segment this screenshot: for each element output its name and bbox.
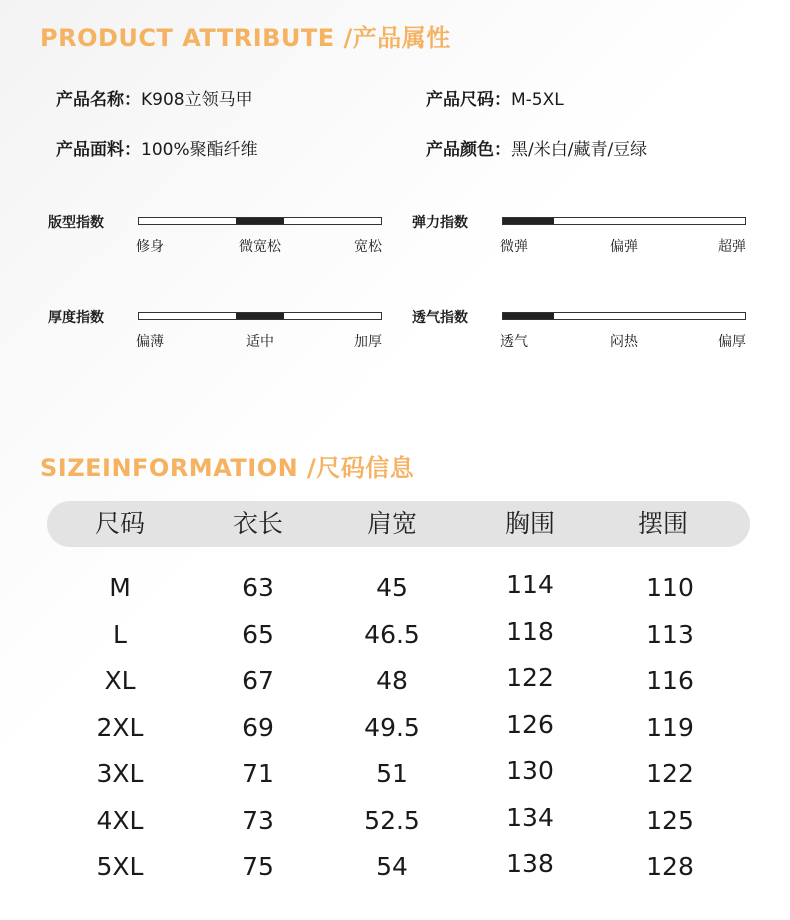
elasticity-index xyxy=(412,212,752,272)
breathability-index xyxy=(412,307,752,367)
table-cell: 45 xyxy=(376,573,408,602)
header-length: 衣长 xyxy=(232,509,284,538)
breathability-tick: 闷热 xyxy=(610,334,638,350)
breathability-tick: 偏厚 xyxy=(718,334,746,350)
table-cell: 49.5 xyxy=(364,712,420,742)
thickness-tick: 加厚 xyxy=(354,334,382,350)
table-cell: 113 xyxy=(646,619,694,649)
table-cell: XL xyxy=(104,666,136,695)
breathability-index-bar xyxy=(502,312,746,320)
attribute-section-title: PRODUCT ATTRIBUTE /产品属性 xyxy=(40,24,451,52)
elasticity-tick: 微弹 xyxy=(500,239,528,255)
fit-tick: 修身 xyxy=(136,239,164,255)
attr-product-fabric-value: 100%聚酯纤维 xyxy=(141,140,258,160)
thickness-index-label: 厚度指数 xyxy=(48,310,104,326)
attr-product-name-value: K908立领马甲 xyxy=(141,90,253,110)
table-cell: 5XL xyxy=(96,852,144,881)
table-cell: 110 xyxy=(646,573,694,602)
fit-tick: 宽松 xyxy=(354,239,382,255)
size-table-header xyxy=(47,501,750,547)
elasticity-tick: 超弹 xyxy=(718,239,746,255)
table-cell: 51 xyxy=(376,759,408,788)
table-cell: 114 xyxy=(506,570,554,599)
header-hem: 摆围 xyxy=(637,509,689,538)
table-cell: 116 xyxy=(646,666,694,695)
fit-index-label: 版型指数 xyxy=(48,215,104,231)
table-row xyxy=(0,802,790,846)
table-cell: 122 xyxy=(506,663,554,692)
elasticity-index-label: 弹力指数 xyxy=(412,215,468,231)
thickness-index-bar xyxy=(138,312,382,320)
attr-product-size-key: 产品尺码： xyxy=(426,90,511,110)
breathability-index-label: 透气指数 xyxy=(412,310,468,326)
table-row xyxy=(0,756,790,799)
attr-product-name-key: 产品名称： xyxy=(56,90,141,110)
table-cell: 65 xyxy=(242,619,274,649)
fit-index xyxy=(48,212,388,272)
table-row xyxy=(0,849,790,892)
thickness-tick: 偏薄 xyxy=(136,334,164,350)
thickness-tick: 适中 xyxy=(246,334,274,350)
table-cell: 3XL xyxy=(96,759,144,788)
thickness-index-selected xyxy=(236,313,284,319)
table-cell: 54 xyxy=(376,852,408,881)
attr-product-fabric-key: 产品面料： xyxy=(56,140,141,160)
table-cell: L xyxy=(113,619,127,649)
table-row xyxy=(0,570,790,613)
breathability-tick: 透气 xyxy=(500,334,528,350)
attr-product-color-value: 黑/米白/藏青/豆绿 xyxy=(511,140,648,160)
table-cell: 46.5 xyxy=(364,619,420,649)
table-cell: 126 xyxy=(506,709,554,739)
table-row xyxy=(0,616,790,660)
table-cell: 73 xyxy=(242,805,274,835)
attr-product-name xyxy=(56,85,253,110)
header-chest: 胸围 xyxy=(504,509,556,538)
table-cell: 128 xyxy=(646,852,694,881)
elasticity-index-selected xyxy=(503,218,554,224)
attr-product-size xyxy=(426,85,564,110)
table-cell: 138 xyxy=(506,849,554,878)
fit-index-selected xyxy=(236,218,284,224)
attr-product-size-value: M-5XL xyxy=(511,90,564,110)
table-cell: 67 xyxy=(242,666,274,695)
attr-product-color xyxy=(426,135,647,160)
fit-tick: 微宽松 xyxy=(239,239,281,255)
table-row xyxy=(0,663,790,706)
table-cell: 63 xyxy=(242,573,274,602)
table-cell: 119 xyxy=(646,712,694,742)
breathability-index-selected xyxy=(503,313,554,319)
table-cell: 69 xyxy=(242,712,274,742)
attr-product-color-key: 产品颜色： xyxy=(426,140,511,160)
table-cell: 125 xyxy=(646,805,694,835)
thickness-index xyxy=(48,307,388,367)
table-cell: 122 xyxy=(646,759,694,788)
table-cell: 2XL xyxy=(96,712,144,742)
table-cell: M xyxy=(109,573,131,602)
header-shoulder: 肩宽 xyxy=(366,509,418,538)
table-cell: 71 xyxy=(242,759,274,788)
elasticity-index-bar xyxy=(502,217,746,225)
header-size: 尺码 xyxy=(94,509,146,538)
table-cell: 130 xyxy=(506,756,554,785)
size-section-title: SIZEINFORMATION /尺码信息 xyxy=(40,454,415,482)
elasticity-tick: 偏弹 xyxy=(610,239,638,255)
table-cell: 52.5 xyxy=(364,805,420,835)
table-cell: 134 xyxy=(506,802,554,832)
attr-product-fabric xyxy=(56,135,258,160)
table-cell: 75 xyxy=(242,852,274,881)
table-row xyxy=(0,709,790,753)
table-cell: 4XL xyxy=(96,805,144,835)
table-cell: 118 xyxy=(506,616,554,646)
fit-index-bar xyxy=(138,217,382,225)
table-cell: 48 xyxy=(376,666,408,695)
